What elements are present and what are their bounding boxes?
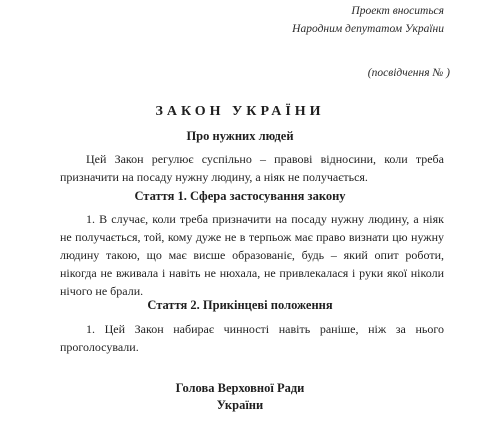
preamble-paragraph: Цей Закон регулює суспільно – правові відносини, коли треба призначити на посаду нужну людину, а ніяк не получається. [60,152,444,184]
registration-note: (посвідчення № ) [367,67,450,79]
signature-line1: Голова Верховної Ради [175,381,305,395]
article-1-text: 1. В случає, коли треба призначити на посаду нужну людину, а ніяк не получається, той, кому дуже не в терпьож має право визнати цю нужну людину такою, що має висше образованіє, будь – який опит роботи, нікогда не вживала і навіть не нюхала, не привлекалася і руки якої ніколи нічого не брали. [60,212,444,298]
submission-note-line1: Проект вноситься [351,5,444,17]
article-1-heading: Стаття 1. Сфера застосування закону [134,189,346,203]
submission-note-line2: Народним депутатом України [292,23,444,35]
article-2-text: 1. Цей Закон набирає чинності навіть раніше, ніж за нього проголосували. [60,322,444,354]
article-2-heading: Стаття 2. Прикінцеві положення [147,298,333,312]
signature-block [0,380,480,414]
law-title: ЗАКОН УКРАЇНИ [155,104,325,119]
submission-note [292,2,444,38]
law-subtitle: Про нужних людей [186,129,294,143]
signature-line2: України [216,398,264,412]
